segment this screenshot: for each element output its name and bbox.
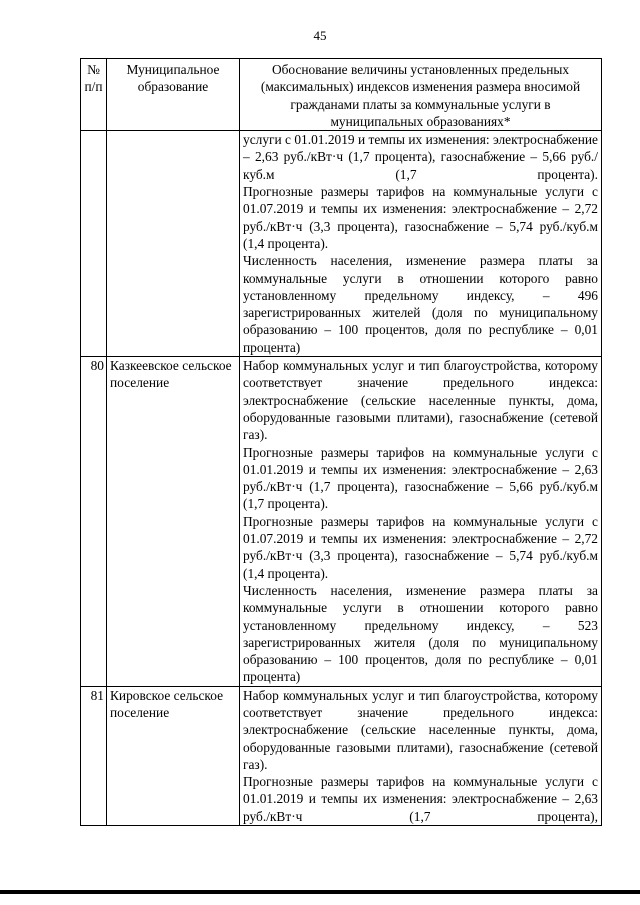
table-header-row (81, 59, 602, 131)
row-number: 81 (81, 686, 107, 825)
header-justification: Обоснование величины установленных предельных (максимальных) индексов изменения размера вносимой гражданами платы за коммунальные услуги в муниципальных образованиях* (240, 59, 602, 131)
paragraph-population: Численность населения, изменение размера платы за коммунальные услуги в отношении которого равно установленному предельному индексу, – 496 зарегистрированных жителей (доля по муниципальному образованию – 100 процентов, доля по республике – 0,01 процента) (243, 253, 598, 355)
paragraph-tariffs-jan: услуги с 01.01.2019 и темпы их изменения: электроснабжение – 2,63 руб./кВт·ч (1,7 процента), газоснабжение – 5,66 руб./куб.м (1,7 процента). (243, 132, 598, 182)
row-municipality: Казкеевское сельское поселение (107, 357, 240, 687)
row-municipality (107, 131, 240, 357)
scan-bottom-edge (0, 890, 640, 894)
paragraph-services: Набор коммунальных услуг и тип благоустройства, которому соответствует значение предельного индекса: электроснабжение (сельские населенные пункты, дома, оборудованные газовыми плитами), газоснабжение (сетевой газ). (243, 687, 598, 772)
paragraph-tariffs-jan: Прогнозные размеры тарифов на коммунальные услуги с 01.01.2019 и темпы их изменения: электроснабжение – 2,63 руб./кВт·ч (1,7 процента), газоснабжение – 5,66 руб./куб.м (1,7 процента). (243, 444, 598, 512)
row-justification (240, 131, 602, 357)
paragraph-population: Численность населения, изменение размера платы за коммунальные услуги в отношении которого равно установленному предельному индексу, – 523 зарегистрированных жителя (доля по муниципальному образованию – 100 процентов, доля по республике – 0,01 процента) (243, 582, 598, 685)
header-number: № п/п (81, 59, 107, 131)
header-municipality: Муниципальное образование (107, 59, 240, 131)
row-municipality: Кировское сельское поселение (107, 686, 240, 825)
row-justification (240, 357, 602, 687)
tariff-justification-table (80, 58, 602, 826)
paragraph-tariffs-jul: Прогнозные размеры тарифов на коммунальные услуги с 01.07.2019 и темпы их изменения: электроснабжение – 2,72 руб./кВт·ч (3,3 процента), газоснабжение – 5,74 руб./куб.м (1,4 процента). (243, 513, 598, 581)
table-row (81, 357, 602, 687)
table-row (81, 131, 602, 357)
table-row (81, 686, 602, 825)
row-number (81, 131, 107, 357)
paragraph-tariffs-jan: Прогнозные размеры тарифов на коммунальные услуги с 01.01.2019 и темпы их изменения: электроснабжение – 2,63 руб./кВт·ч (1,7 процента), (243, 774, 598, 824)
row-number: 80 (81, 357, 107, 687)
row-justification (240, 686, 602, 825)
paragraph-services: Набор коммунальных услуг и тип благоустройства, которому соответствует значение предельного индекса: электроснабжение (сельские населенные пункты, дома, оборудованные газовыми плитами), газоснабжение (сетевой газ). (243, 358, 598, 443)
page-number: 45 (313, 28, 327, 43)
paragraph-tariffs-jul: Прогнозные размеры тарифов на коммунальные услуги с 01.07.2019 и темпы их изменения: электроснабжение – 2,72 руб./кВт·ч (3,3 процента), газоснабжение – 5,74 руб./куб.м (1,4 процента). (243, 184, 598, 251)
